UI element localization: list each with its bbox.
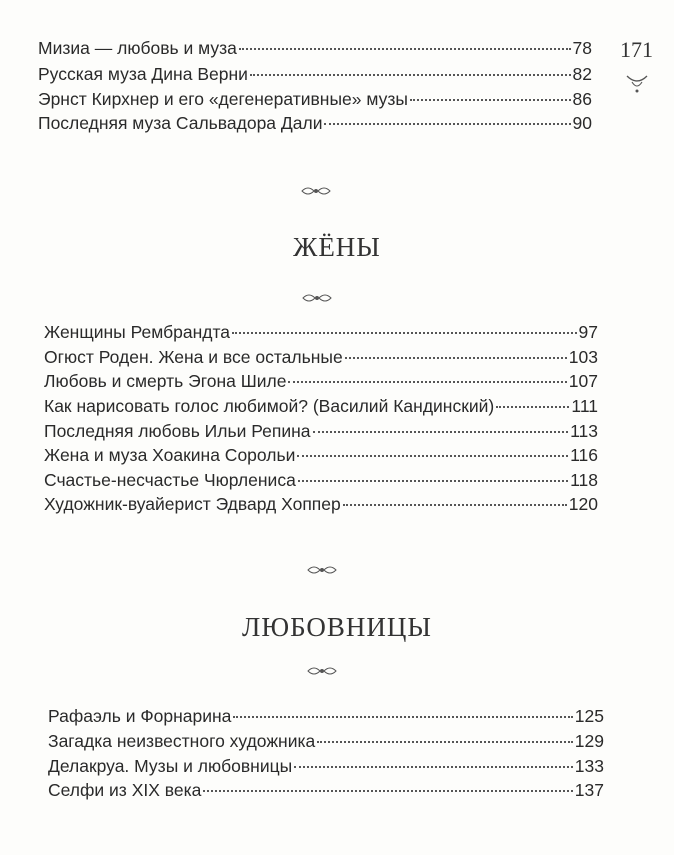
toc-entry[interactable]	[44, 469, 598, 491]
toc-leader-dots	[317, 741, 573, 743]
toc-entry-page: 116	[570, 445, 598, 465]
toc-entry-title: Счастье-несчастье Чюрлениса	[44, 470, 296, 490]
toc-entry-title: Рафаэль и Форнарина	[48, 706, 232, 726]
toc-entry-title: Как нарисовать голос любимой? (Василий Кандинский)	[44, 396, 495, 416]
toc-entry-page: 125	[574, 706, 604, 726]
toc-entry[interactable]	[44, 346, 598, 368]
toc-leader-dots	[239, 48, 571, 50]
toc-entry-title: Мизиа — любовь и муза	[38, 38, 237, 58]
toc-entry[interactable]	[44, 420, 598, 442]
toc-entry[interactable]	[38, 37, 592, 59]
toc-entry-title: Женщины Рембрандта	[44, 322, 231, 342]
toc-leader-dots	[233, 716, 572, 718]
toc-entry[interactable]	[44, 444, 598, 466]
section-title-lovers: ЛЮБОВНИЦЫ	[242, 612, 432, 642]
toc-entry-title: Эрнст Кирхнер и его «дегенеративные» музы	[38, 89, 408, 109]
toc-entry-page: 133	[574, 756, 604, 776]
toc-entry-title: Делакруа. Музы и любовницы	[48, 756, 293, 776]
toc-leader-dots	[298, 480, 568, 482]
toc-entry-page: 107	[568, 371, 598, 391]
toc-entry[interactable]	[44, 370, 598, 392]
ornament-flourish-icon	[306, 562, 338, 578]
toc-leader-dots	[232, 332, 577, 334]
toc-entry[interactable]	[48, 779, 604, 801]
page-number: 171	[620, 37, 653, 62]
toc-entry-title: Селфи из XIX века	[48, 780, 202, 800]
toc-entry-title: Загадка неизвестного художника	[48, 731, 316, 751]
toc-entry-title: Художник-вуайерист Эдвард Хоппер	[44, 494, 341, 514]
ornament-flourish-icon	[301, 290, 333, 306]
toc-entry-page: 86	[572, 89, 592, 109]
toc-entry-title: Последняя любовь Ильи Репина	[44, 421, 311, 441]
toc-entry-title: Русская муза Дина Верни	[38, 64, 248, 84]
toc-leader-dots	[297, 455, 568, 457]
toc-leader-dots	[313, 431, 569, 433]
ornament-flourish-icon	[306, 663, 338, 679]
toc-entry-page: 103	[568, 347, 598, 367]
toc-entry[interactable]	[38, 63, 592, 85]
section-title-wives: ЖЁНЫ	[293, 232, 381, 262]
toc-entry[interactable]	[48, 755, 604, 777]
ornament-flourish-icon	[300, 183, 332, 199]
toc-leader-dots	[203, 790, 572, 792]
toc-entry-title: Последняя муза Сальвадора Дали	[38, 113, 323, 133]
toc-entry-page: 90	[572, 113, 592, 133]
toc-entry-page: 129	[574, 731, 604, 751]
toc-entry-page: 97	[578, 322, 598, 342]
toc-leader-dots	[250, 74, 571, 76]
toc-entry-page: 118	[570, 470, 598, 490]
toc-entry[interactable]	[38, 112, 592, 134]
toc-entry[interactable]	[48, 730, 604, 752]
toc-leader-dots	[410, 99, 571, 101]
toc-entry-page: 78	[572, 38, 592, 58]
toc-entry-title: Жена и муза Хоакина Сорольи	[44, 445, 296, 465]
toc-leader-dots	[324, 123, 570, 125]
toc-entry[interactable]	[44, 321, 598, 343]
ornament-flourish-icon	[625, 72, 649, 94]
toc-leader-dots	[294, 766, 573, 768]
toc-entry-page: 137	[574, 780, 604, 800]
toc-entry-page: 111	[571, 396, 598, 416]
toc-entry-page: 120	[568, 494, 598, 514]
toc-entry-page: 113	[570, 421, 598, 441]
toc-leader-dots	[345, 357, 567, 359]
toc-leader-dots	[343, 504, 567, 506]
toc-leader-dots	[288, 381, 566, 383]
toc-entry-title: Любовь и смерть Эгона Шиле	[44, 371, 287, 391]
toc-entry[interactable]	[44, 493, 598, 515]
toc-entry[interactable]	[44, 395, 598, 417]
toc-entry[interactable]	[48, 705, 604, 727]
toc-entry[interactable]	[38, 88, 592, 110]
toc-entry-page: 82	[572, 64, 592, 84]
toc-leader-dots	[496, 406, 569, 408]
toc-entry-title: Огюст Роден. Жена и все остальные	[44, 347, 343, 367]
